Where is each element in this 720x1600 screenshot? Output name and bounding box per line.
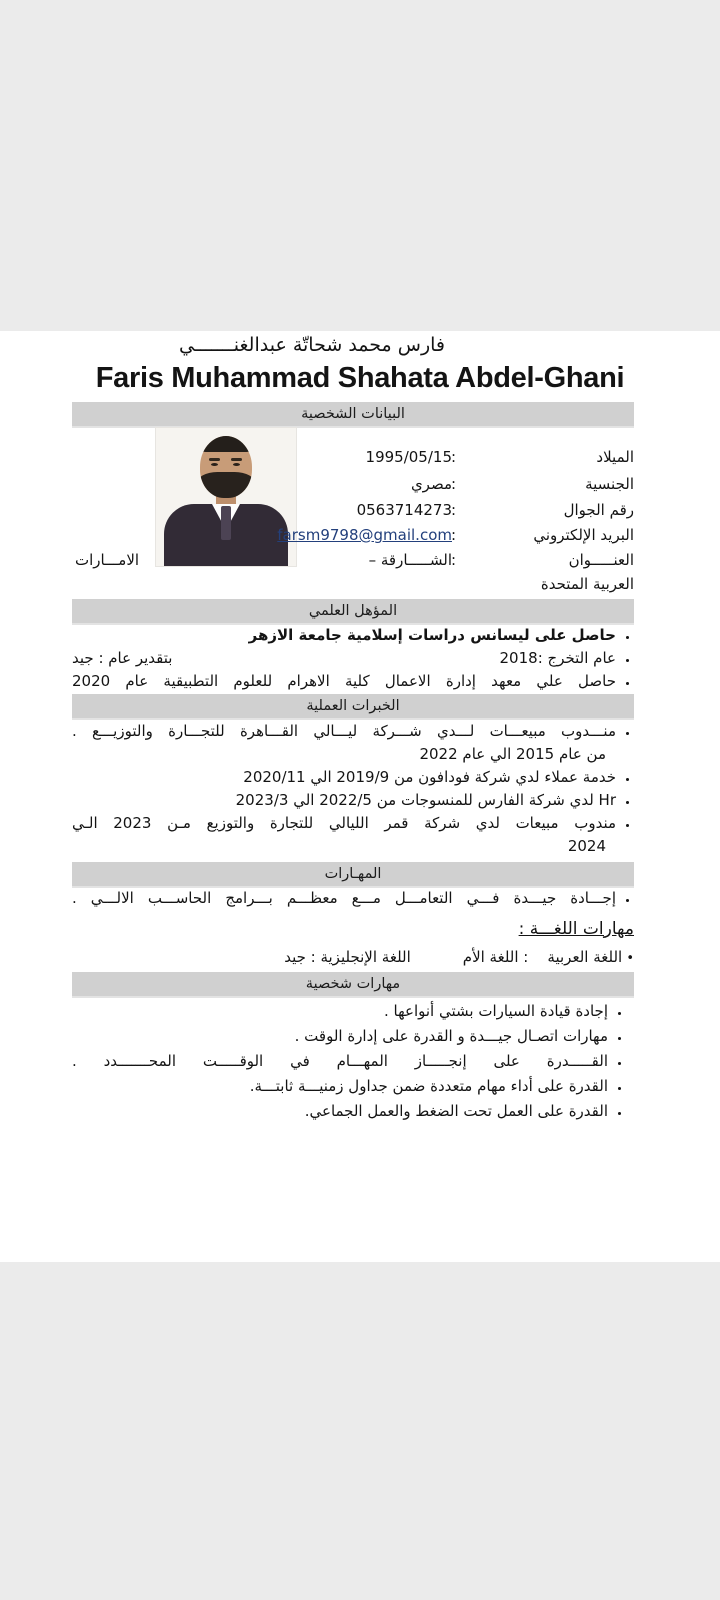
personal-skill-text: إجادة قيادة السيارات بشتي أنواعها . (384, 1002, 608, 1020)
info-row-address (72, 551, 634, 575)
separator-colon: : (451, 526, 457, 544)
experience-item-text: Hr لدي شركة الفارس للمنسوجات من 2022/5 الي 2023/3 (235, 791, 616, 809)
experience-list (72, 720, 634, 858)
education-item (72, 624, 616, 647)
education-item-text: • حاصل علي معهد إدارة الاعمال كلية الاهرام للعلوم التطبيقية عام 2020 (72, 672, 616, 690)
birth-value: 1995/05/15 (365, 448, 452, 466)
separator-colon: : (451, 551, 457, 569)
experience-item-text: • مندوب مبيعات لدي شركة قمر الليالي للتجارة والتوزيع مـن 2023 الـي (72, 814, 617, 832)
personal-skill-item (72, 1099, 608, 1124)
skills-item-text: • إجـــادة جيـــدة فـــي التعامـــل مـــع معظـــم بـــرامج الحاســـب الالـــي . (72, 889, 616, 907)
section-header-personal-skills: مهارات شخصية (72, 972, 634, 998)
experience-item-dates: 2024 (567, 837, 606, 855)
skills-list (72, 887, 634, 910)
personal-skill-text: القدرة على العمل تحت الضغط والعمل الجماعي. (304, 1102, 608, 1120)
education-grade-note: بتقدير عام : جيد (72, 649, 173, 667)
mobile-value: 0563714273 (356, 501, 452, 519)
experience-item (72, 812, 616, 858)
separator-colon: : (451, 475, 457, 493)
skills-item (72, 887, 616, 910)
address-label: العنـــــوان (568, 551, 634, 569)
personal-skill-item (72, 999, 608, 1024)
nationality-label: الجنسية (585, 475, 634, 493)
email-link[interactable]: farsm9798@gmail.com (277, 526, 452, 544)
experience-item-dates: من عام 2015 الي عام 2022 (419, 745, 606, 763)
cv-document-page (0, 331, 720, 1262)
section-header-personal-data: البيانات الشخصية (72, 402, 634, 428)
education-item (72, 647, 616, 670)
birth-label: الميلاد (596, 448, 634, 466)
section-header-skills: المهـارات (72, 862, 634, 888)
candidate-name-english: Faris Muhammad Shahata Abdel-Ghani (95, 362, 625, 394)
experience-item-text: خدمة عملاء لدي شركة فودافون من 2019/9 الي 2020/11 (243, 768, 616, 786)
language-skills-heading: مهارات اللغـــة : (518, 919, 634, 939)
address-value-city: الشـــــارقة – (368, 551, 452, 569)
experience-item-text: • منـــدوب مبيعـــات لـــدي شـــركة ليـــالي القـــاهرة للتجـــارة والتوزيـــع . (72, 722, 616, 740)
nationality-value: مصري (410, 475, 452, 493)
address-value-emirates: الامـــارات (75, 551, 140, 569)
separator-colon: : (451, 501, 457, 519)
experience-item (72, 720, 616, 766)
language-skills-row (72, 948, 634, 966)
experience-item (72, 766, 616, 789)
section-header-education: المؤهل العلمي (72, 599, 634, 625)
candidate-name-arabic: فارس محمد شحاتّة عبدالغنـــــــي (178, 334, 446, 356)
education-item (72, 670, 616, 693)
language-arabic: • اللغة العربية : اللغة الأم (463, 948, 634, 966)
mobile-label: رقم الجوال (563, 501, 634, 519)
info-row-email (72, 526, 634, 550)
personal-skill-item (72, 1049, 608, 1074)
language-english: اللغة الإنجليزية : جيد (284, 948, 411, 966)
info-row-birth (72, 448, 634, 472)
personal-skill-text: القدرة على أداء مهام متعددة ضمن جداول زمنيـــة ثابتـــة. (249, 1077, 608, 1095)
section-header-experience: الخبرات العملية (72, 694, 634, 720)
personal-skill-text: مهارات اتصـال جيـــدة و القدرة على إدارة الوقت . (294, 1027, 608, 1045)
info-row-nationality (72, 475, 634, 499)
personal-skill-item (72, 1024, 608, 1049)
address-value-wrap: العربية المتحدة (540, 575, 634, 593)
education-item-text: عام التخرج :2018 (499, 649, 616, 667)
experience-item (72, 789, 616, 812)
education-item-text: حاصل على ليسانس دراسات إسلامية جامعة الازهر (248, 626, 616, 644)
personal-skill-item (72, 1074, 608, 1099)
email-label: البريد الإلكتروني (533, 526, 634, 544)
separator-colon: : (451, 448, 457, 466)
personal-skills-list (72, 999, 634, 1124)
education-list (72, 624, 634, 693)
personal-skill-text: • القـــــدرة على إنجـــــاز المهـــام في الوقـــــت المحـــــــدد . (72, 1052, 608, 1070)
info-row-mobile (72, 501, 634, 525)
